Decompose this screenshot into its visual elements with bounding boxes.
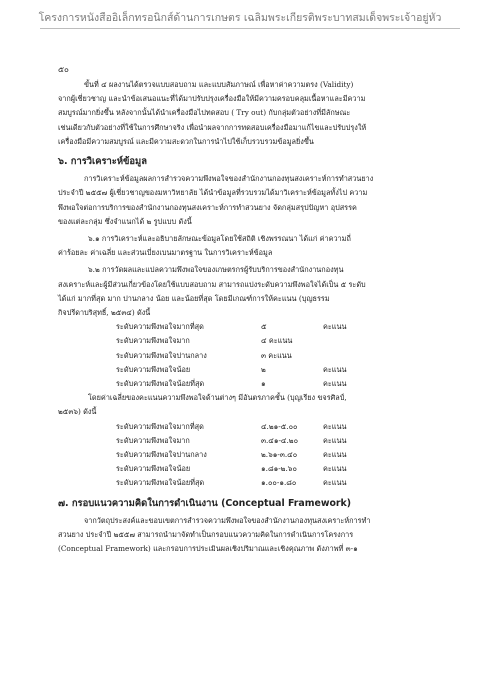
section-7-paragraph: (Conceptual Framework) และกรอบการประเมินผลเชิงปริมาณและเชิงคุณภาพ ดังภาพที่ ๓-๑ [58,544,358,554]
level-cell: ระดับความพึงพอใจมาก [116,336,190,346]
table-row [116,420,363,434]
item-6-1: ค่าร้อยละ ค่าเฉลี่ย และส่วนเบี่ยงเบนมาตรฐาน ในการวิเคราะห์ข้อมูล [58,248,273,258]
level-cell: ระดับความพึงพอใจน้อย [116,464,191,474]
range-cell: ๑.๘๑-๒.๖๐ [261,464,297,474]
section-7-heading: ๗. กรอบแนวความคิดในการดำเนินงาน (Conceptual Framework) [58,497,352,509]
table-row [116,448,363,462]
score-cell: ๕ [261,322,267,332]
step4-line: สมบูรณ์มากยิ่งขึ้น หลังจากนั้นได้นำเครื่องมือไปทดสอบ ( Try out) กับกลุ่มตัวอย่างที่มีลักษณะ [58,108,351,118]
item-6-2: ๖.๒ การวัดผลและแปลความพึงพอใจของเกษตรกรผู้รับบริการของสำนักงานกองทุน [88,265,344,275]
table-row [116,462,363,476]
header-divider [40,28,460,29]
item-6-2: ได้แก่ มากที่สุด มาก ปานกลาง น้อย และน้อยที่สุด โดยมีเกณฑ์การให้คะแนน (บุญธรรม [58,293,330,303]
table-row [116,320,363,334]
page-number: ๕๐ [58,65,69,74]
section-7-paragraph: จากวัตถุประสงค์และขอบเขตการสำรวจความพึงพอใจของสำนักงานกองทุนสงเคราะห์การทำ [84,515,371,525]
unit-cell: คะแนน [323,322,347,332]
unit-cell: คะแนน [323,379,347,389]
score-cell: ๓ คะแนน [261,350,292,360]
unit-cell: คะแนน [323,435,347,445]
unit-cell: คะแนน [323,364,347,374]
mean-intro: ๒๕๓๖) ดังนี้ [58,407,97,417]
unit-cell: คะแนน [323,464,347,474]
table-row [116,434,363,448]
range-cell: ๑.๐๐-๑.๘๐ [261,478,297,488]
section-6-paragraph: ประจำปี ๒๕๕๗ ผู้เชี่ยวชาญของมหาวิทยาลัย ได้นำข้อมูลที่รวบรวมได้มาวิเคราะห์ข้อมูลทั้งไป ความ [58,188,368,198]
unit-cell: คะแนน [323,478,347,488]
level-cell: ระดับความพึงพอใจมากที่สุด [116,421,204,431]
table-row [116,349,363,363]
running-header: โครงการหนังสืออิเล็กทรอนิกส์ด้านการเกษตร เฉลิมพระเกียรติพระบาทสมเด็จพระเจ้าอยู่หัว [38,12,442,24]
score-cell: ๒ [261,364,266,374]
section-6-paragraph: พึงพอใจต่อการบริการของสำนักงานกองทุนสงเคราะห์การทำสวนยาง จัดกลุ่มสรุปปัญหา อุปสรรค [58,202,357,212]
item-6-2: กิจปรีดาบริสุทธิ์, ๒๕๓๔) ดังนี้ [58,308,151,318]
level-cell: ระดับความพึงพอใจน้อยที่สุด [116,478,205,488]
step4-line: ขั้นที่ ๔ ผลงานได้ตรวจแบบสอบถาม และแบบสัมภาษณ์ เพื่อหาค่าความตรง (Validity) [84,80,354,89]
unit-cell: คะแนน [323,421,347,431]
section-6-heading: ๖. การวิเคราะห์ข้อมูล [58,156,147,168]
level-cell: ระดับความพึงพอใจปานกลาง [116,450,207,460]
item-6-1: ๖.๑ การวิเคราะห์และอธิบายลักษณะข้อมูลโดยใช้สถิติ เชิงพรรณนา ได้แก่ ค่าความถี่ [88,234,351,244]
range-cell: ๓.๔๑-๔.๒๐ [261,435,299,445]
level-cell: ระดับความพึงพอใจน้อย [116,364,191,374]
unit-cell [323,349,363,363]
range-cell: ๔.๒๑-๕.๐๐ [261,421,298,431]
score-cell: ๔ คะแนน [261,336,293,346]
table-row [116,476,363,490]
section-6-paragraph: การวิเคราะห์ข้อมูลผลการสำรวจความพึงพอใจของสำนักงานกองทุนสงเคราะห์การทำสวนยาง [84,174,374,184]
document-body [58,78,430,557]
score-cell: ๑ [261,379,266,389]
item-6-2: สงเคราะห์และผู้มีส่วนเกี่ยวข้องโดยใช้แบบสอบถาม สามารถแบ่งระดับความพึงพอใจได้เป็น ๕ ระดับ [58,279,366,289]
score-criteria-table [116,320,363,391]
level-cell: ระดับความพึงพอใจมากที่สุด [116,322,204,332]
table-row [116,334,363,348]
unit-cell [323,334,363,348]
step4-line: จากผู้เชี่ยวชาญ และนำข้อเสนอแนะที่ได้มาปรับปรุงเครื่องมือให้มีความครอบคลุมเนื้อหาและมีความ [58,94,366,104]
step4-line: เครื่องมือมีความสมบูรณ์ และมีความสะดวกในการนำไปใช้เก็บรวบรวมข้อมูลยิ่งขึ้น [58,136,314,146]
level-cell: ระดับความพึงพอใจปานกลาง [116,350,207,360]
unit-cell: คะแนน [323,450,347,460]
mean-interval-table [116,420,363,491]
step4-line: เช่นเดียวกับตัวอย่างที่ใช้ในการศึกษาจริง เพื่อนำผลจากการทดสอบเครื่องมือมาแก้ไขและปรับปรุงให้ [58,122,367,132]
range-cell: ๒.๖๑-๓.๔๐ [261,450,298,460]
table-row [116,377,363,391]
mean-intro: โดยค่าเฉลี่ยของคะแนนความพึงพอใจด้านต่างๆ มีอันตรภาคชั้น (บุญเรียง ขจรศิลป์, [88,393,347,403]
section-7-paragraph: สวนยาง ประจำปี ๒๕๕๗ สามารถนำมาจัดทำเป็นกรอบแนวความคิดในการดำเนินการโครงการ [58,530,354,540]
table-row [116,363,363,377]
level-cell: ระดับความพึงพอใจมาก [116,435,190,445]
section-6-paragraph: ของแต่ละกลุ่ม ซึ่งจำแนกได้ ๒ รูปแบบ ดังนี้ [58,216,192,226]
level-cell: ระดับความพึงพอใจน้อยที่สุด [116,379,205,389]
